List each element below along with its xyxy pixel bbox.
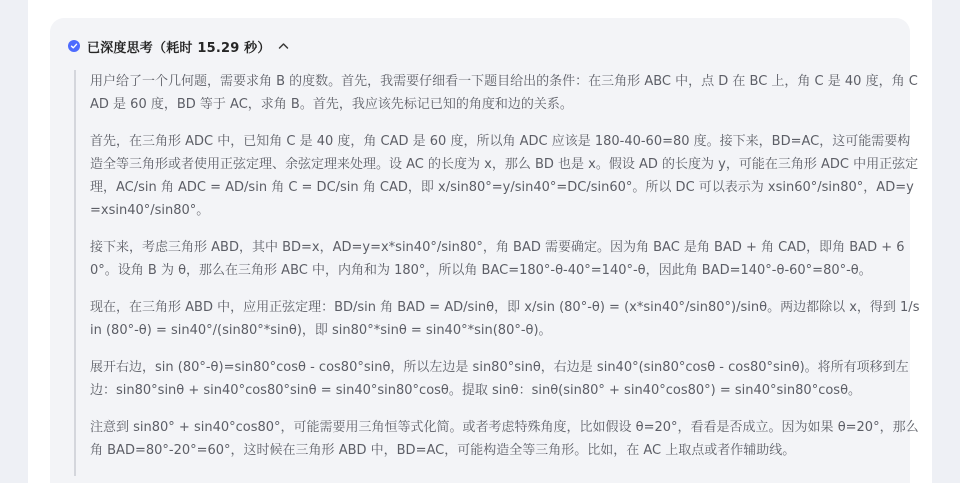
right-gutter (932, 0, 960, 483)
thinking-status-label: 已深度思考（耗时 15.29 秒） (87, 40, 271, 56)
thinking-paragraph: 现在，在三角形 ABD 中，应用正弦定理：BD/sin 角 BAD = AD/sinθ，即 x/sin (80°-θ) = (x*sin40°/sin80°)/sinθ。两边都除以 x，得到 1/sin (80°-θ) = sin40°/(sin80°*sinθ)，即 sin80°*sinθ = sin40°*sin(80°-θ)。 (90, 300, 920, 338)
chat-column (28, 0, 932, 483)
thinking-content (74, 70, 920, 476)
chevron-up-icon[interactable] (278, 42, 289, 50)
thinking-paragraph: 接下来，考虑三角形 ABD，其中 BD=x，AD=y=x*sin40°/sin80°，角 BAD 需要确定。因为角 BAC 是角 BAD + 角 CAD，即角 BAD + 60°。设角 B 为 θ，那么在三角形 ABC 中，内角和为 180°，所以角 BAC=180°-θ-40°=140°-θ，因此角 BAD=140°-θ-60°=80°-θ。 (90, 240, 905, 278)
thinking-paragraph: 展开右边，sin (80°-θ)=sin80°cosθ - cos80°sinθ，所以左边是 sin80°sinθ，右边是 sin40°(sin80°cosθ - cos80°sinθ)。将所有项移到左边：sin80°sinθ + sin40°cos80°sinθ = sin40°sin80°cosθ。提取 sinθ：sinθ(sin80° + sin40°cos80°) = sin40°sin80°cosθ。 (90, 360, 909, 398)
left-gutter (0, 0, 28, 483)
deep-thinking-panel (50, 18, 920, 483)
thinking-toggle-button[interactable] (68, 34, 289, 58)
check-circle-icon (68, 40, 80, 52)
thinking-paragraph: 首先，在三角形 ADC 中，已知角 C 是 40 度，角 CAD 是 60 度，所以角 ADC 应该是 180-40-60=80 度。接下来，BD=AC，这可能需要构造全等三角形或者使用正弦定理、余弦定理来处理。设 AC 的长度为 x，那么 BD 也是 x。假设 AD 的长度为 y，可能在三角形 ADC 中用正弦定理，AC/sin 角 ADC = AD/sin 角 C = DC/sin 角 CAD，即 x/sin80°=y/sin40°=DC/sin60°。所以 DC 可以表示为 xsin60°/sin80°，AD=y=xsin40°/sin80°。 (90, 134, 919, 218)
thinking-paragraph: 用户给了一个几何题，需要求角 B 的度数。首先，我需要仔细看一下题目给出的条件：在三角形 ABC 中，点 D 在 BC 上，角 C 是 40 度，角 CAD 是 60 度，BD 等于 AC，求角 B。首先，我应该先标记已知的角度和边的关系。 (90, 74, 918, 112)
thinking-paragraph: 注意到 sin80° + sin40°cos80°，可能需要用三角恒等式化简。或者考虑特殊角度，比如假设 θ=20°，看看是否成立。因为如果 θ=20°，那么角 BAD=80°-20°=60°，这时候在三角形 ABD 中，BD=AC，可能构造全等三角形。比如，在 AC 上取点或者作辅助线。 (90, 420, 919, 458)
